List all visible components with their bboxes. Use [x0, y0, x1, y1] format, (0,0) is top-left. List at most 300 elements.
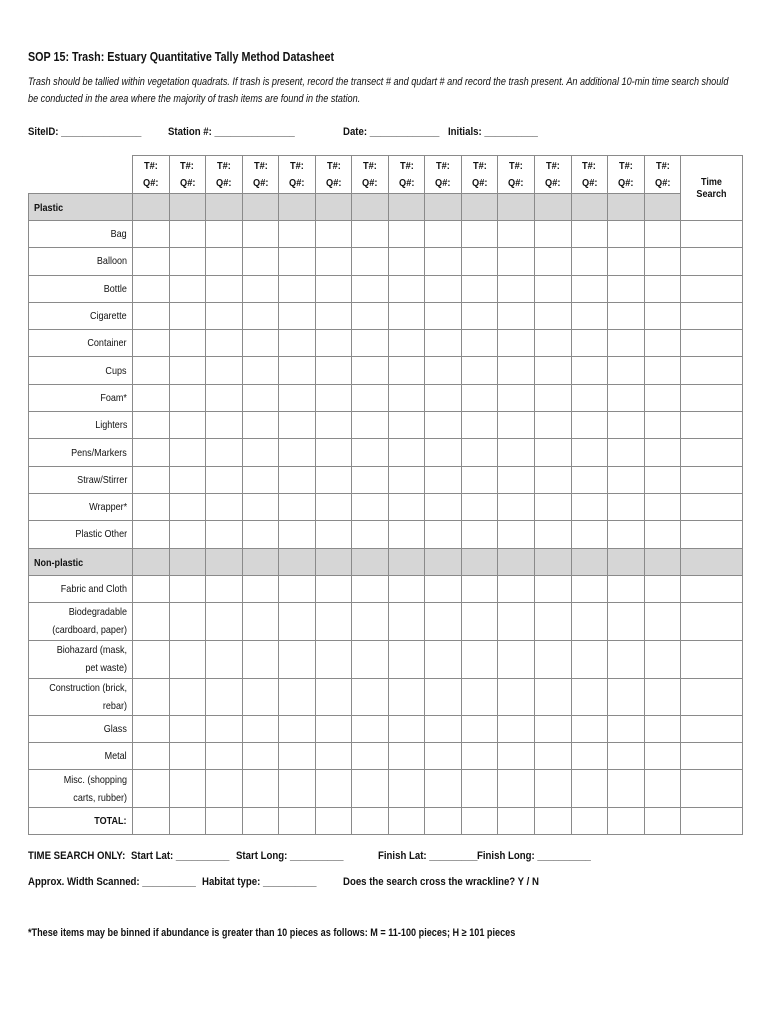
tally-cell[interactable]	[681, 808, 743, 835]
tally-cell[interactable]	[279, 384, 316, 411]
tally-cell[interactable]	[133, 357, 170, 384]
tally-cell[interactable]	[681, 248, 743, 275]
tally-cell[interactable]	[644, 602, 681, 640]
tally-cell[interactable]	[535, 678, 572, 715]
tally-cell[interactable]	[644, 412, 681, 439]
tally-cell[interactable]	[608, 743, 645, 770]
tally-cell[interactable]	[352, 275, 389, 302]
finish-lat-field[interactable]: Finish Lat: _________	[378, 850, 478, 862]
tally-cell[interactable]	[242, 521, 279, 548]
station-field[interactable]: Station #: _______________	[168, 126, 295, 138]
tally-cell[interactable]	[388, 575, 425, 602]
tally-cell[interactable]	[498, 384, 535, 411]
tally-cell[interactable]	[681, 275, 743, 302]
tally-cell[interactable]	[352, 548, 389, 575]
tally-cell[interactable]	[498, 548, 535, 575]
tally-cell[interactable]	[388, 439, 425, 466]
tally-cell[interactable]	[535, 302, 572, 329]
tally-cell[interactable]	[133, 548, 170, 575]
tally-cell[interactable]	[352, 466, 389, 493]
tally-cell[interactable]	[279, 678, 316, 715]
tally-cell[interactable]	[169, 715, 206, 742]
tally-cell[interactable]	[498, 248, 535, 275]
tally-cell[interactable]	[352, 439, 389, 466]
tally-cell[interactable]	[535, 548, 572, 575]
tally-cell[interactable]	[133, 493, 170, 520]
tally-cell[interactable]	[681, 466, 743, 493]
tally-cell[interactable]	[352, 412, 389, 439]
tally-cell[interactable]	[461, 743, 498, 770]
tally-cell[interactable]	[206, 770, 243, 808]
tally-cell[interactable]	[279, 743, 316, 770]
tally-cell[interactable]	[315, 521, 352, 548]
tally-cell[interactable]	[315, 194, 352, 221]
tally-cell[interactable]	[608, 221, 645, 248]
tally-cell[interactable]	[133, 715, 170, 742]
tally-cell[interactable]	[352, 521, 389, 548]
tally-cell[interactable]	[535, 602, 572, 640]
tally-cell[interactable]	[388, 715, 425, 742]
tally-cell[interactable]	[681, 743, 743, 770]
tally-cell[interactable]	[498, 743, 535, 770]
tally-cell[interactable]	[571, 466, 608, 493]
tally-cell[interactable]	[608, 275, 645, 302]
date-field[interactable]: Date: _____________	[343, 126, 440, 138]
tally-cell[interactable]	[352, 384, 389, 411]
tally-cell[interactable]	[206, 715, 243, 742]
tally-cell[interactable]	[315, 770, 352, 808]
quadrat-header-3[interactable]	[206, 156, 243, 194]
quadrat-header-1[interactable]	[133, 156, 170, 194]
tally-cell[interactable]	[169, 602, 206, 640]
tally-cell[interactable]	[461, 412, 498, 439]
tally-cell[interactable]	[571, 548, 608, 575]
tally-cell[interactable]	[608, 439, 645, 466]
tally-cell[interactable]	[461, 521, 498, 548]
tally-cell[interactable]	[425, 715, 462, 742]
tally-cell[interactable]	[461, 808, 498, 835]
tally-cell[interactable]	[461, 357, 498, 384]
tally-cell[interactable]	[461, 678, 498, 715]
tally-cell[interactable]	[498, 575, 535, 602]
tally-cell[interactable]	[681, 493, 743, 520]
tally-cell[interactable]	[425, 678, 462, 715]
tally-cell[interactable]	[279, 548, 316, 575]
tally-cell[interactable]	[644, 194, 681, 221]
tally-cell[interactable]	[461, 715, 498, 742]
tally-cell[interactable]	[608, 678, 645, 715]
quadrat-header-6[interactable]	[315, 156, 352, 194]
tally-cell[interactable]	[608, 194, 645, 221]
tally-cell[interactable]	[352, 493, 389, 520]
tally-cell[interactable]	[315, 275, 352, 302]
start-lat-field[interactable]: Start Lat: __________	[131, 850, 230, 862]
tally-cell[interactable]	[608, 412, 645, 439]
tally-cell[interactable]	[425, 384, 462, 411]
tally-cell[interactable]	[242, 770, 279, 808]
tally-cell[interactable]	[608, 808, 645, 835]
tally-cell[interactable]	[571, 384, 608, 411]
tally-cell[interactable]	[571, 715, 608, 742]
tally-cell[interactable]	[535, 194, 572, 221]
tally-cell[interactable]	[169, 439, 206, 466]
tally-cell[interactable]	[498, 439, 535, 466]
tally-cell[interactable]	[242, 412, 279, 439]
tally-cell[interactable]	[681, 770, 743, 808]
tally-cell[interactable]	[315, 715, 352, 742]
tally-cell[interactable]	[608, 248, 645, 275]
tally-cell[interactable]	[133, 248, 170, 275]
tally-cell[interactable]	[169, 743, 206, 770]
tally-cell[interactable]	[608, 640, 645, 678]
quadrat-header-2[interactable]	[169, 156, 206, 194]
tally-cell[interactable]	[498, 678, 535, 715]
tally-cell[interactable]	[571, 743, 608, 770]
quadrat-header-13[interactable]	[571, 156, 608, 194]
quadrat-header-12[interactable]	[535, 156, 572, 194]
tally-cell[interactable]	[681, 678, 743, 715]
tally-cell[interactable]	[206, 412, 243, 439]
tally-cell[interactable]	[352, 715, 389, 742]
tally-cell[interactable]	[206, 384, 243, 411]
tally-cell[interactable]	[133, 521, 170, 548]
quadrat-header-14[interactable]	[608, 156, 645, 194]
tally-cell[interactable]	[425, 439, 462, 466]
tally-cell[interactable]	[608, 384, 645, 411]
tally-cell[interactable]	[388, 640, 425, 678]
tally-cell[interactable]	[169, 493, 206, 520]
tally-cell[interactable]	[461, 602, 498, 640]
tally-cell[interactable]	[644, 439, 681, 466]
tally-cell[interactable]	[461, 384, 498, 411]
tally-cell[interactable]	[133, 412, 170, 439]
tally-cell[interactable]	[461, 575, 498, 602]
tally-cell[interactable]	[279, 640, 316, 678]
tally-cell[interactable]	[571, 678, 608, 715]
tally-cell[interactable]	[535, 743, 572, 770]
tally-cell[interactable]	[352, 602, 389, 640]
tally-cell[interactable]	[242, 575, 279, 602]
quadrat-header-11[interactable]	[498, 156, 535, 194]
tally-cell[interactable]	[133, 439, 170, 466]
tally-cell[interactable]	[279, 770, 316, 808]
tally-cell[interactable]	[498, 808, 535, 835]
tally-cell[interactable]	[279, 412, 316, 439]
tally-cell[interactable]	[352, 221, 389, 248]
tally-cell[interactable]	[535, 330, 572, 357]
tally-cell[interactable]	[133, 575, 170, 602]
tally-cell[interactable]	[133, 221, 170, 248]
tally-cell[interactable]	[425, 521, 462, 548]
tally-cell[interactable]	[388, 384, 425, 411]
tally-cell[interactable]	[608, 715, 645, 742]
tally-cell[interactable]	[352, 248, 389, 275]
tally-cell[interactable]	[498, 770, 535, 808]
tally-cell[interactable]	[644, 743, 681, 770]
tally-cell[interactable]	[388, 412, 425, 439]
tally-cell[interactable]	[425, 302, 462, 329]
tally-cell[interactable]	[535, 466, 572, 493]
tally-cell[interactable]	[388, 357, 425, 384]
tally-cell[interactable]	[571, 493, 608, 520]
tally-cell[interactable]	[644, 548, 681, 575]
tally-cell[interactable]	[608, 357, 645, 384]
tally-cell[interactable]	[279, 302, 316, 329]
tally-cell[interactable]	[279, 248, 316, 275]
tally-cell[interactable]	[461, 330, 498, 357]
tally-cell[interactable]	[644, 575, 681, 602]
tally-cell[interactable]	[425, 640, 462, 678]
tally-cell[interactable]	[644, 221, 681, 248]
tally-cell[interactable]	[535, 521, 572, 548]
tally-cell[interactable]	[315, 640, 352, 678]
quadrat-header-4[interactable]	[242, 156, 279, 194]
tally-cell[interactable]	[681, 575, 743, 602]
tally-cell[interactable]	[133, 602, 170, 640]
tally-cell[interactable]	[133, 466, 170, 493]
tally-cell[interactable]	[498, 194, 535, 221]
tally-cell[interactable]	[608, 575, 645, 602]
tally-cell[interactable]	[315, 248, 352, 275]
tally-cell[interactable]	[315, 412, 352, 439]
tally-cell[interactable]	[279, 275, 316, 302]
tally-cell[interactable]	[425, 743, 462, 770]
tally-cell[interactable]	[388, 194, 425, 221]
tally-cell[interactable]	[279, 521, 316, 548]
finish-long-field[interactable]: Finish Long: __________	[477, 850, 591, 862]
tally-cell[interactable]	[169, 357, 206, 384]
tally-cell[interactable]	[315, 678, 352, 715]
tally-cell[interactable]	[315, 548, 352, 575]
tally-cell[interactable]	[681, 302, 743, 329]
tally-cell[interactable]	[681, 715, 743, 742]
tally-cell[interactable]	[571, 194, 608, 221]
tally-cell[interactable]	[571, 808, 608, 835]
tally-cell[interactable]	[169, 275, 206, 302]
tally-cell[interactable]	[169, 194, 206, 221]
tally-cell[interactable]	[571, 302, 608, 329]
tally-cell[interactable]	[608, 770, 645, 808]
tally-cell[interactable]	[535, 439, 572, 466]
tally-cell[interactable]	[608, 548, 645, 575]
quadrat-header-10[interactable]	[461, 156, 498, 194]
tally-cell[interactable]	[279, 715, 316, 742]
tally-cell[interactable]	[133, 770, 170, 808]
tally-cell[interactable]	[388, 743, 425, 770]
quadrat-header-8[interactable]	[388, 156, 425, 194]
tally-cell[interactable]	[461, 640, 498, 678]
tally-cell[interactable]	[608, 302, 645, 329]
tally-cell[interactable]	[498, 302, 535, 329]
tally-cell[interactable]	[169, 221, 206, 248]
tally-cell[interactable]	[681, 521, 743, 548]
tally-cell[interactable]	[388, 521, 425, 548]
tally-cell[interactable]	[169, 808, 206, 835]
tally-cell[interactable]	[461, 770, 498, 808]
tally-cell[interactable]	[206, 640, 243, 678]
tally-cell[interactable]	[498, 330, 535, 357]
tally-cell[interactable]	[242, 466, 279, 493]
tally-cell[interactable]	[352, 678, 389, 715]
tally-cell[interactable]	[571, 521, 608, 548]
tally-cell[interactable]	[315, 493, 352, 520]
habitat-type-field[interactable]: Habitat type: __________	[202, 876, 317, 888]
tally-cell[interactable]	[498, 357, 535, 384]
tally-cell[interactable]	[571, 602, 608, 640]
tally-cell[interactable]	[242, 275, 279, 302]
tally-cell[interactable]	[535, 640, 572, 678]
tally-cell[interactable]	[352, 302, 389, 329]
tally-cell[interactable]	[206, 521, 243, 548]
tally-cell[interactable]	[425, 248, 462, 275]
tally-cell[interactable]	[388, 602, 425, 640]
tally-cell[interactable]	[242, 357, 279, 384]
quadrat-header-15[interactable]	[644, 156, 681, 194]
tally-cell[interactable]	[133, 808, 170, 835]
tally-cell[interactable]	[388, 221, 425, 248]
tally-cell[interactable]	[498, 275, 535, 302]
tally-cell[interactable]	[388, 493, 425, 520]
tally-cell[interactable]	[498, 715, 535, 742]
tally-cell[interactable]	[206, 575, 243, 602]
tally-cell[interactable]	[352, 808, 389, 835]
tally-cell[interactable]	[681, 357, 743, 384]
tally-cell[interactable]	[644, 715, 681, 742]
tally-cell[interactable]	[571, 275, 608, 302]
tally-cell[interactable]	[388, 808, 425, 835]
tally-cell[interactable]	[169, 330, 206, 357]
tally-cell[interactable]	[169, 521, 206, 548]
tally-cell[interactable]	[644, 466, 681, 493]
tally-cell[interactable]	[315, 439, 352, 466]
wrackline-question[interactable]: Does the search cross the wrackline? Y / N	[343, 876, 539, 888]
tally-cell[interactable]	[571, 640, 608, 678]
tally-cell[interactable]	[425, 602, 462, 640]
tally-cell[interactable]	[242, 602, 279, 640]
tally-cell[interactable]	[315, 384, 352, 411]
tally-cell[interactable]	[206, 743, 243, 770]
tally-cell[interactable]	[169, 248, 206, 275]
tally-cell[interactable]	[169, 302, 206, 329]
tally-cell[interactable]	[535, 412, 572, 439]
tally-cell[interactable]	[169, 412, 206, 439]
tally-cell[interactable]	[169, 384, 206, 411]
tally-cell[interactable]	[425, 330, 462, 357]
tally-cell[interactable]	[242, 743, 279, 770]
tally-cell[interactable]	[279, 357, 316, 384]
site-id-field[interactable]: SiteID: _______________	[28, 126, 142, 138]
tally-cell[interactable]	[498, 412, 535, 439]
initials-field[interactable]: Initials: __________	[448, 126, 538, 138]
tally-cell[interactable]	[169, 548, 206, 575]
tally-cell[interactable]	[608, 493, 645, 520]
tally-cell[interactable]	[535, 248, 572, 275]
tally-cell[interactable]	[352, 330, 389, 357]
tally-cell[interactable]	[498, 640, 535, 678]
tally-cell[interactable]	[644, 521, 681, 548]
tally-cell[interactable]	[498, 521, 535, 548]
tally-cell[interactable]	[388, 302, 425, 329]
tally-cell[interactable]	[279, 808, 316, 835]
width-scanned-field[interactable]: Approx. Width Scanned: __________	[28, 876, 196, 888]
tally-cell[interactable]	[425, 466, 462, 493]
tally-cell[interactable]	[461, 493, 498, 520]
tally-cell[interactable]	[681, 602, 743, 640]
tally-cell[interactable]	[388, 678, 425, 715]
tally-cell[interactable]	[535, 357, 572, 384]
tally-cell[interactable]	[535, 770, 572, 808]
tally-cell[interactable]	[571, 221, 608, 248]
tally-cell[interactable]	[571, 248, 608, 275]
tally-cell[interactable]	[206, 808, 243, 835]
tally-cell[interactable]	[352, 770, 389, 808]
tally-cell[interactable]	[133, 275, 170, 302]
tally-cell[interactable]	[461, 221, 498, 248]
tally-cell[interactable]	[644, 302, 681, 329]
tally-cell[interactable]	[425, 357, 462, 384]
quadrat-header-5[interactable]	[279, 156, 316, 194]
tally-cell[interactable]	[315, 221, 352, 248]
tally-cell[interactable]	[388, 330, 425, 357]
tally-cell[interactable]	[206, 194, 243, 221]
tally-cell[interactable]	[206, 357, 243, 384]
tally-cell[interactable]	[644, 384, 681, 411]
tally-cell[interactable]	[388, 466, 425, 493]
tally-cell[interactable]	[681, 640, 743, 678]
tally-cell[interactable]	[352, 194, 389, 221]
tally-cell[interactable]	[644, 770, 681, 808]
tally-cell[interactable]	[242, 194, 279, 221]
tally-cell[interactable]	[279, 602, 316, 640]
tally-cell[interactable]	[644, 275, 681, 302]
quadrat-header-7[interactable]	[352, 156, 389, 194]
tally-cell[interactable]	[535, 493, 572, 520]
tally-cell[interactable]	[461, 194, 498, 221]
tally-cell[interactable]	[315, 357, 352, 384]
tally-cell[interactable]	[388, 770, 425, 808]
tally-cell[interactable]	[242, 678, 279, 715]
tally-cell[interactable]	[388, 248, 425, 275]
tally-cell[interactable]	[425, 493, 462, 520]
tally-cell[interactable]	[242, 302, 279, 329]
tally-cell[interactable]	[461, 248, 498, 275]
tally-cell[interactable]	[644, 330, 681, 357]
tally-cell[interactable]	[535, 221, 572, 248]
quadrat-header-9[interactable]	[425, 156, 462, 194]
tally-cell[interactable]	[315, 466, 352, 493]
tally-cell[interactable]	[133, 194, 170, 221]
tally-cell[interactable]	[206, 678, 243, 715]
tally-cell[interactable]	[608, 330, 645, 357]
tally-cell[interactable]	[498, 602, 535, 640]
tally-cell[interactable]	[206, 602, 243, 640]
tally-cell[interactable]	[352, 743, 389, 770]
tally-cell[interactable]	[279, 221, 316, 248]
tally-cell[interactable]	[608, 466, 645, 493]
tally-cell[interactable]	[315, 302, 352, 329]
tally-cell[interactable]	[279, 466, 316, 493]
tally-cell[interactable]	[206, 275, 243, 302]
tally-cell[interactable]	[425, 770, 462, 808]
tally-cell[interactable]	[206, 466, 243, 493]
tally-cell[interactable]	[571, 330, 608, 357]
tally-cell[interactable]	[681, 384, 743, 411]
tally-cell[interactable]	[169, 640, 206, 678]
tally-cell[interactable]	[242, 493, 279, 520]
tally-cell[interactable]	[206, 302, 243, 329]
tally-cell[interactable]	[242, 548, 279, 575]
start-long-field[interactable]: Start Long: __________	[236, 850, 344, 862]
